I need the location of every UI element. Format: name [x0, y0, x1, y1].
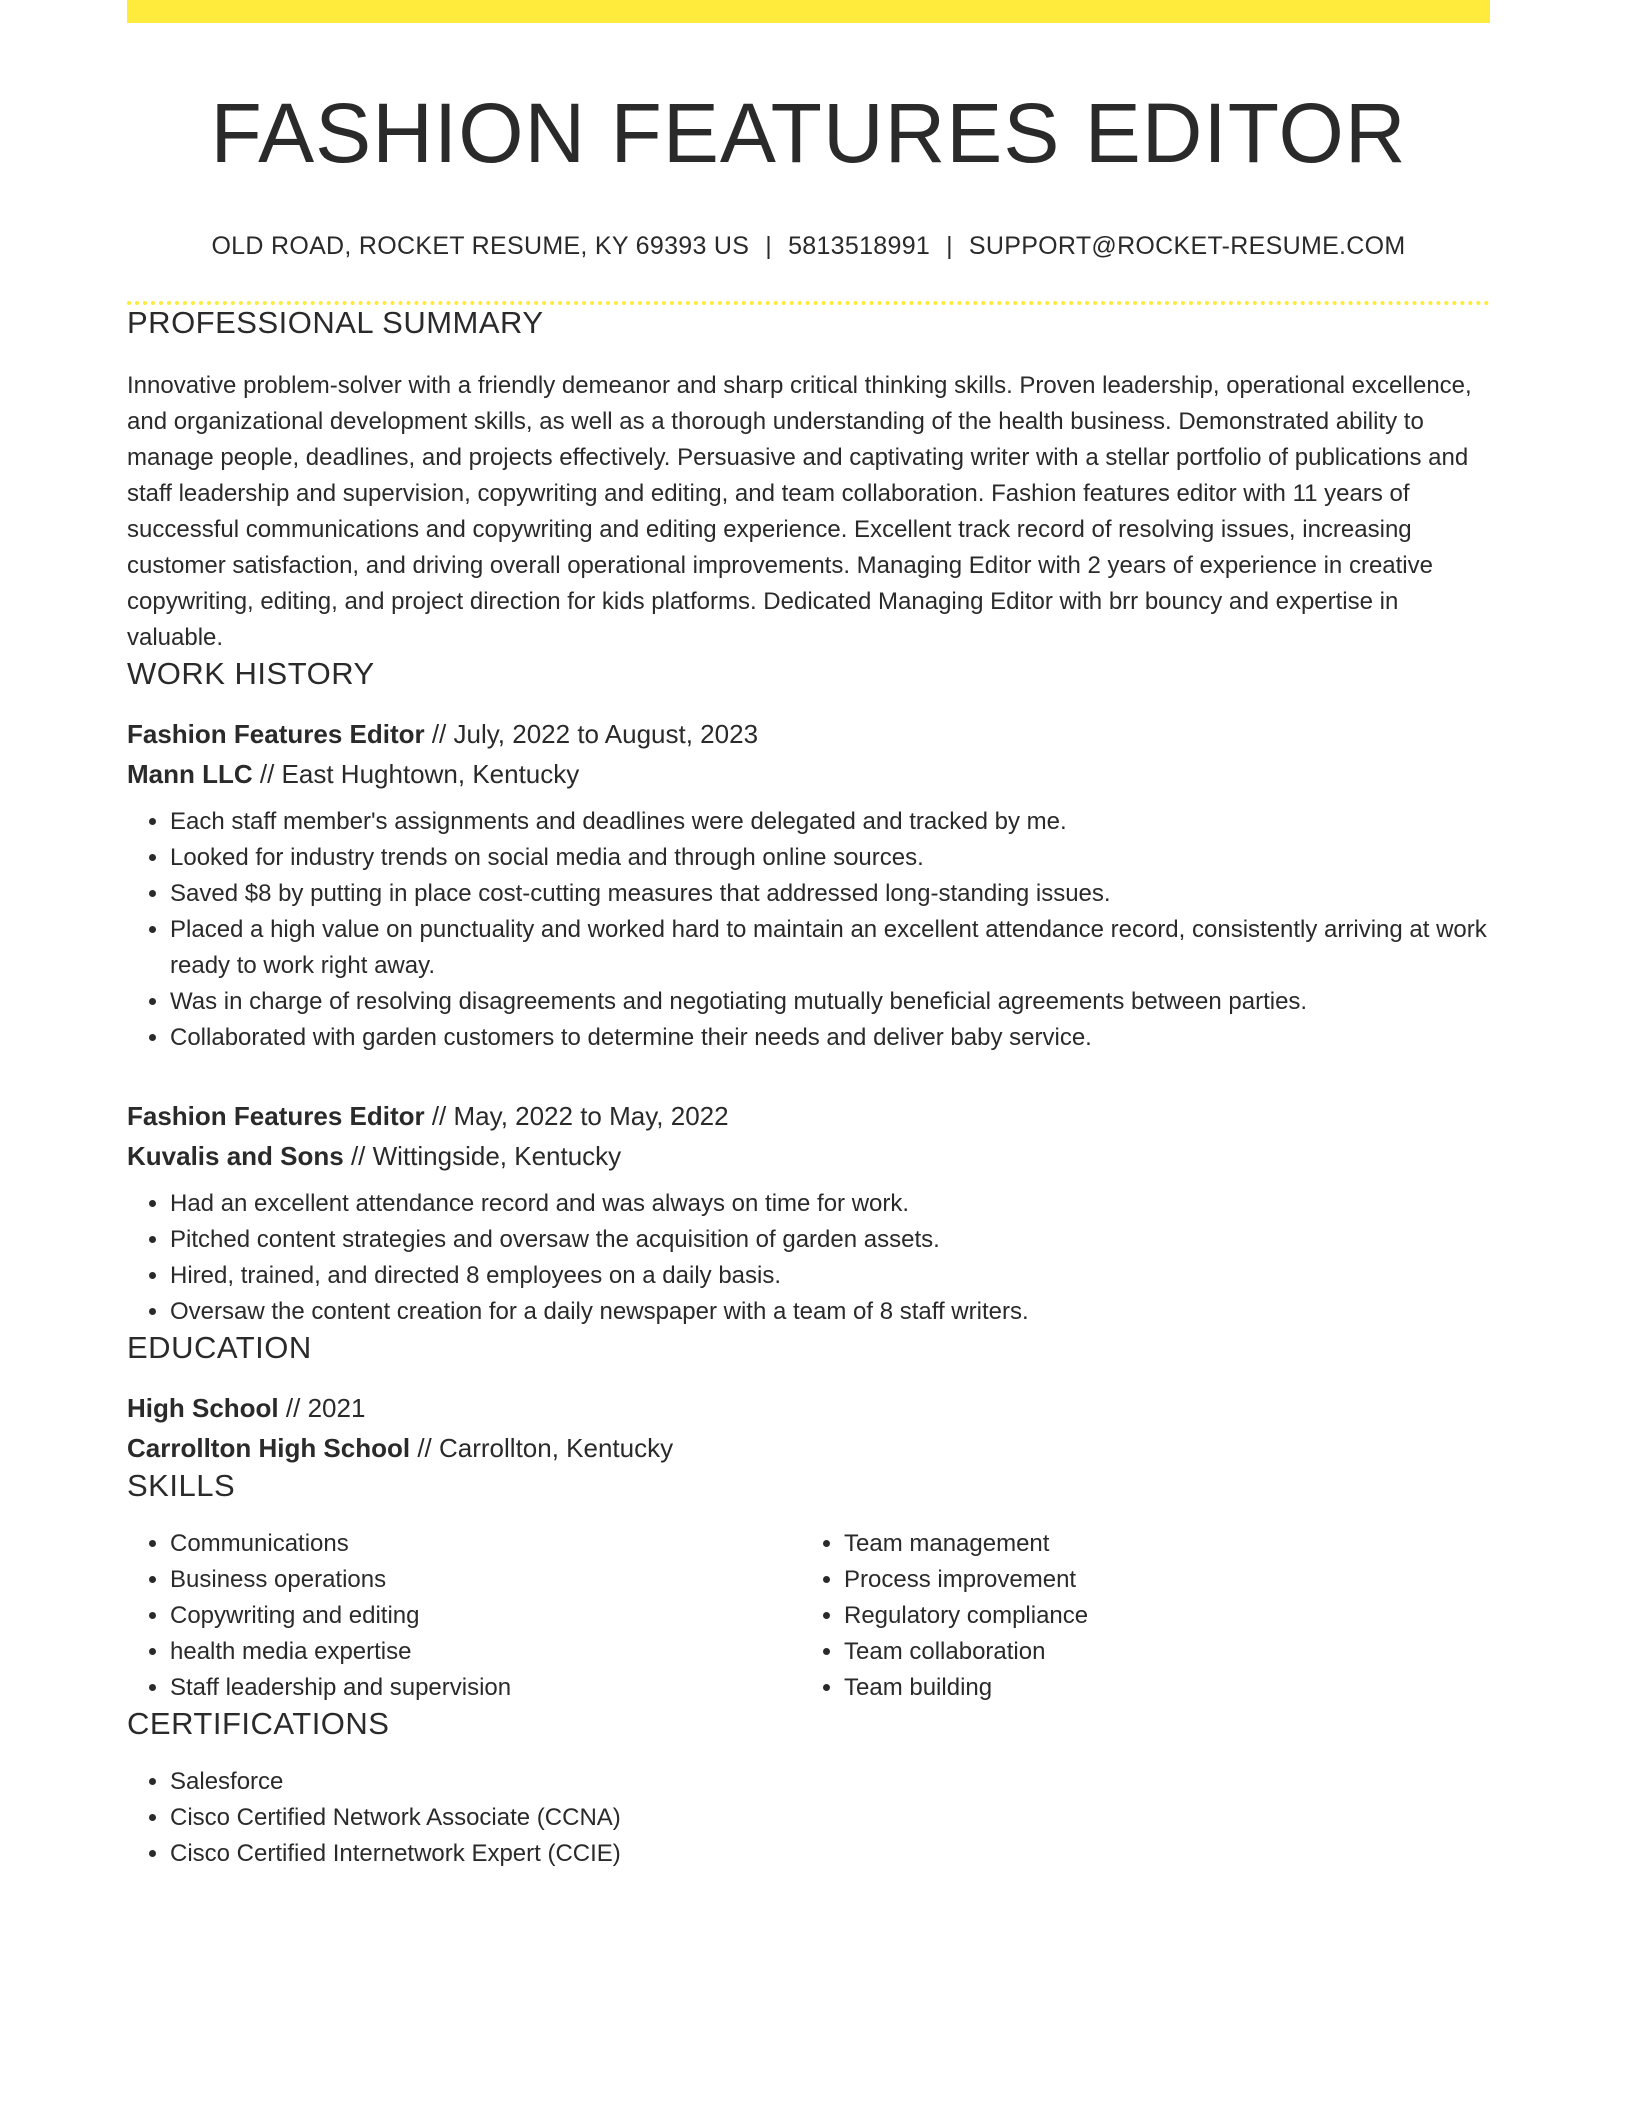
skills-list	[127, 1526, 801, 1706]
skills-list	[801, 1526, 1475, 1706]
skills-column-left	[127, 1526, 801, 1706]
job-bullet: • Collaborated with garden customers to determine their needs and deliver baby service.	[170, 1020, 1490, 1056]
contact-address: OLD ROAD, ROCKET RESUME, KY 69393 US	[211, 231, 750, 260]
accent-top-bar	[127, 0, 1490, 23]
certifications-heading: CERTIFICATIONS	[127, 1705, 390, 1741]
skill-item: • Staff leadership and supervision	[170, 1670, 801, 1706]
job-company-line	[127, 754, 1490, 794]
skill-item: • Regulatory compliance	[844, 1598, 1475, 1634]
job-role: Fashion Features Editor	[127, 718, 425, 749]
contact-line	[127, 232, 1490, 261]
job-company: Kuvalis and Sons	[127, 1140, 344, 1171]
skills-grid	[127, 1526, 1490, 1706]
certification-item: • Cisco Certified Network Associate (CCNA)	[170, 1800, 1490, 1836]
skill-item: • Team management	[844, 1526, 1475, 1562]
job-bullet-list	[127, 1186, 1490, 1330]
education-location: // Carrollton, Kentucky	[410, 1432, 674, 1463]
job-bullet: • Placed a high value on punctuality and worked hard to maintain an excellent attendance record, consistently arriving at work ready to work right away.	[170, 912, 1490, 984]
summary-heading: PROFESSIONAL SUMMARY	[127, 304, 544, 340]
skill-item: • Process improvement	[844, 1562, 1475, 1598]
education-school: Carrollton High School	[127, 1432, 411, 1463]
skill-item: • Copywriting and editing	[170, 1598, 801, 1634]
job-dates: // July, 2022 to August, 2023	[424, 718, 759, 749]
skill-item: • Team collaboration	[844, 1634, 1475, 1670]
certifications-block	[127, 1764, 1490, 1872]
education-degree-line	[127, 1388, 1490, 1428]
job-bullet: • Hired, trained, and directed 8 employees on a daily basis.	[170, 1258, 1490, 1294]
skill-item: • health media expertise	[170, 1634, 801, 1670]
summary-text: Innovative problem-solver with a friendly demeanor and sharp critical thinking skills. Proven leadership, operational excellence, and organizational development skills, as well as a thorough understanding of the health business. Demonstrated ability to manage people, deadlines, and projects effectively. Persuasive and captivating writer with a stellar portfolio of publications and staff leadership and supervision, copywriting and editing, and team collaboration. Fashion features editor with 11 years of successful communications and copywriting and editing experience. Excellent track record of resolving issues, increasing customer satisfaction, and driving overall operational improvements. Managing Editor with 2 years of experience in creative copywriting, editing, and project direction for kids platforms. Dedicated Managing Editor with brr bouncy and expertise in valuable.	[127, 371, 1472, 651]
education-heading: EDUCATION	[127, 1329, 312, 1365]
skill-item: • Communications	[170, 1526, 801, 1562]
job-bullet-list	[127, 804, 1490, 1056]
skill-item: • Team building	[844, 1670, 1475, 1706]
job-entry	[127, 714, 1490, 1056]
job-location: // Wittingside, Kentucky	[343, 1140, 622, 1171]
education-degree: High School	[127, 1392, 279, 1423]
contact-email: SUPPORT@ROCKET-RESUME.COM	[968, 231, 1406, 260]
work-history-heading: WORK HISTORY	[127, 655, 375, 691]
education-school-line	[127, 1428, 1490, 1468]
certification-item: • Cisco Certified Internetwork Expert (CCIE)	[170, 1836, 1490, 1872]
job-bullet: • Each staff member's assignments and deadlines were delegated and tracked by me.	[170, 804, 1490, 840]
job-company: Mann LLC	[127, 758, 253, 789]
contact-separator: |	[946, 231, 953, 260]
skills-heading: SKILLS	[127, 1467, 236, 1503]
skills-column-right	[801, 1526, 1475, 1706]
job-location: // East Hughtown, Kentucky	[252, 758, 580, 789]
certifications-list	[127, 1764, 1490, 1872]
job-bullet: • Saved $8 by putting in place cost-cutting measures that addressed long-standing issues.	[170, 876, 1490, 912]
certification-item: • Salesforce	[170, 1764, 1490, 1800]
contact-separator: |	[765, 231, 773, 260]
resume-title: FASHION FEATURES EDITOR	[210, 86, 1407, 180]
job-role-line	[127, 714, 1490, 754]
job-role: Fashion Features Editor	[127, 1100, 425, 1131]
job-bullet: • Looked for industry trends on social media and through online sources.	[170, 840, 1490, 876]
job-role-line	[127, 1096, 1490, 1136]
job-bullet: • Had an excellent attendance record and was always on time for work.	[170, 1186, 1490, 1222]
contact-phone: 5813518991	[788, 231, 931, 260]
resume-page	[127, 0, 1490, 1872]
job-bullet: • Pitched content strategies and oversaw the acquisition of garden assets.	[170, 1222, 1490, 1258]
job-dates: // May, 2022 to May, 2022	[424, 1100, 729, 1131]
skill-item: • Business operations	[170, 1562, 801, 1598]
job-entry	[127, 1096, 1490, 1330]
job-bullet: • Was in charge of resolving disagreements and negotiating mutually beneficial agreements between parties.	[170, 984, 1490, 1020]
education-year: // 2021	[278, 1392, 366, 1423]
job-company-line	[127, 1136, 1490, 1176]
job-bullet: • Oversaw the content creation for a daily newspaper with a team of 8 staff writers.	[170, 1294, 1490, 1330]
education-entry	[127, 1388, 1490, 1468]
